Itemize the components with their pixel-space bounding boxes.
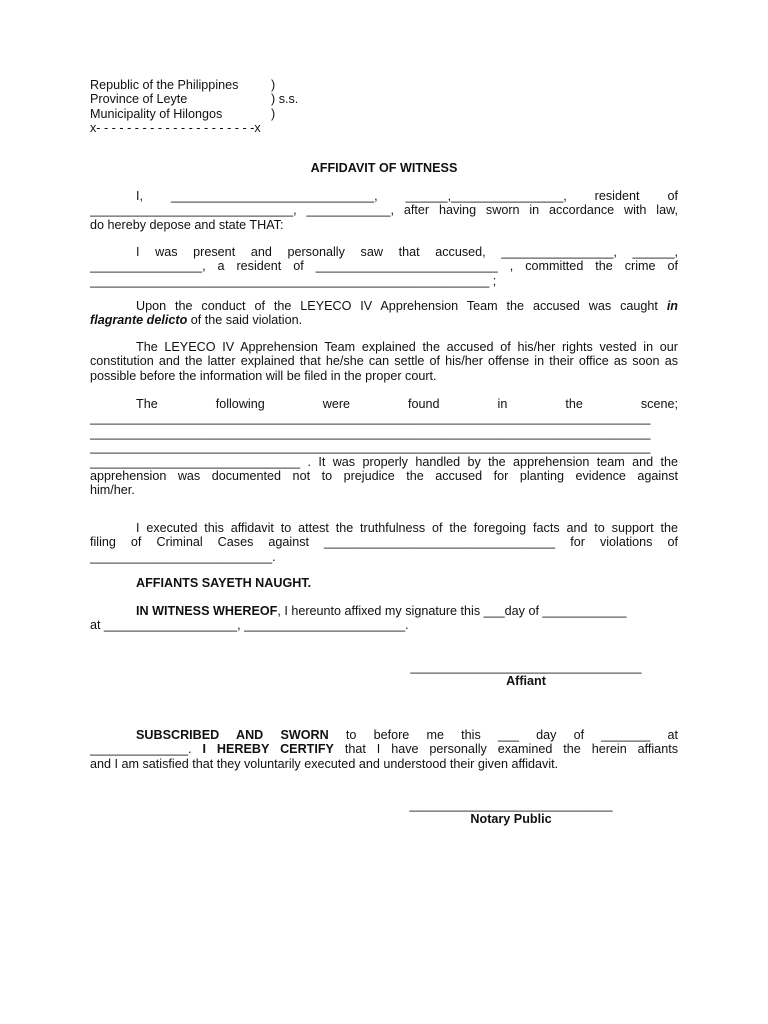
p2-line-3: _________________________________________________________ ; [90, 273, 497, 288]
p1-line-3: do hereby depose and state THAT: [90, 217, 284, 232]
venue-separator: x- - - - - - - - - - - - - - - - - - - - -x [90, 121, 261, 136]
venue-municipality: Municipality of Hilongos [90, 106, 223, 121]
p2-line-1: I was present and personally saw that accused, ________________, ______, [136, 245, 678, 259]
affiant-signature-line: _________________________________ [410, 660, 642, 674]
paragraph-rights [90, 340, 678, 383]
venue-line-3 [90, 107, 330, 121]
p4-text: The LEYECO IV Apprehension Team explained the accused of his/her rights vested in our constitution and the latter explained that he/she can settle of his/her offense in their office as soon as possible before the information will be filed in the proper court. [90, 340, 678, 383]
paragraph-jurat [90, 728, 678, 771]
affiant-signature [406, 660, 646, 689]
venue-province: Province of Leyte [90, 92, 188, 107]
p1-line-2: _____________________________, ____________, after having sworn in accordance with law, [90, 203, 678, 218]
paragraph-identity [90, 189, 678, 232]
document-title [0, 161, 768, 175]
p3-line-2: flagrante delicto of the said violation. [90, 313, 303, 328]
p1-line-1: I, _____________________________, ______,________________, resident of [136, 189, 678, 203]
venue-bracket-3: ) [271, 106, 276, 121]
venue-line-1 [90, 78, 330, 92]
paragraph-execution [90, 521, 678, 564]
venue-ss: ) s.s. [271, 92, 299, 107]
paragraph-witness-whereof [90, 604, 678, 633]
paragraph-apprehension [90, 299, 678, 328]
p8-line-1: IN WITNESS WHEREOF, I hereunto affixed my signature this ___day of ____________ [136, 604, 627, 618]
notary-signature [406, 798, 616, 827]
paragraph-witnessed [90, 245, 678, 288]
p9-line-3: and I am satisfied that they voluntarily executed and understood their given affidavit. [90, 756, 559, 771]
venue-line-2 [90, 92, 330, 106]
p5-blank-2: ________________________________________________________________________________ [90, 425, 651, 440]
venue-bracket-1: ) [271, 78, 276, 92]
venue-country: Republic of the Philippines [90, 78, 239, 92]
affiant-label: Affiant [506, 674, 546, 689]
p6-line-3: __________________________. [90, 549, 276, 564]
p5-line-6: apprehension was documented not to prejudice the accused for planting evidence against [90, 469, 678, 483]
notary-label: Notary Public [470, 812, 552, 827]
notary-signature-line: _____________________________ [409, 798, 613, 812]
p2-line-2: ________________, a resident of __________________________ , committed the crime of [90, 259, 678, 274]
p5-line-7: him/her. [90, 483, 135, 498]
p5-line-5: ______________________________ . It was properly handled by the apprehension team and the [90, 454, 678, 469]
p8-line-2: at ___________________, _______________________. [90, 618, 409, 633]
p6-line-1: I executed this affidavit to attest the truthfulness of the foregoing facts and to support the [136, 521, 678, 535]
paragraph-evidence [90, 397, 678, 498]
p5-blank-1: ________________________________________________________________________________ [90, 411, 651, 426]
p9-line-1: SUBSCRIBED AND SWORN to before me this ___ day of _______ at [136, 728, 678, 742]
p5-line-1: The following were found in the scene; [136, 397, 678, 411]
document-title-text: AFFIDAVIT OF WITNESS [310, 161, 458, 175]
p5-blank-3: ________________________________________________________________________________ [90, 440, 651, 455]
p9-line-2: ______________. I HEREBY CERTIFY that I have personally examined the herein affiants [90, 742, 678, 757]
venue-block [90, 78, 330, 136]
p3-line-1: Upon the conduct of the LEYECO IV Apprehension Team the accused was caught in [136, 299, 678, 313]
p6-line-2: filing of Criminal Cases against _________________________________ for violations of [90, 535, 678, 550]
affiants-sayeth: AFFIANTS SAYETH NAUGHT. [136, 576, 312, 590]
